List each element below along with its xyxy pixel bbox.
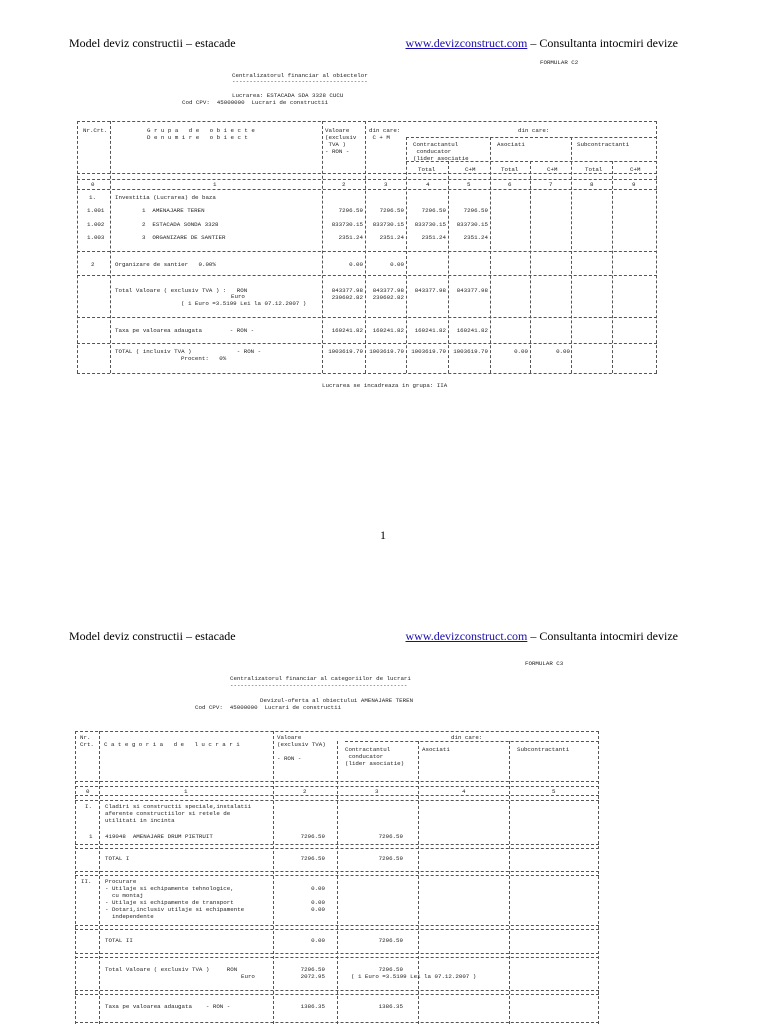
colnum: 4 [426,181,430,188]
tva-val: 160241.82 [414,327,446,334]
tva-val: 160241.82 [456,327,488,334]
total-val-eur: 239602.82 [331,294,363,301]
cpv-label: Cod CPV: 45000000 Lucrari de constructii [195,704,342,711]
col-total-a: Total [418,166,436,173]
org-val: 0.00 [349,261,363,268]
total-val: 7296.59 [378,966,403,973]
total-val-eur: 2072.95 [300,973,325,980]
page2-title-rule: --------------------------------------------------- [230,682,408,689]
header-right-tail: – Consultanta intocmiri devize [527,36,678,50]
row-name: 1 AMENAJARE TEREN [142,207,205,214]
tva-val: 160241.82 [372,327,404,334]
colnum: 2 [342,181,346,188]
page-number: 1 [380,528,386,542]
sec1-text: Cladiri si constructii speciale,instalatii aferente constructiilor si retele de utilitati in incinta [105,803,252,824]
total-val-euro: Euro [231,293,245,300]
row-nr: 1.003 [87,234,105,241]
total2-val: 7296.59 [378,937,403,944]
org-name: Organizare de santier 0.00% [115,261,216,268]
col-total-c: Total [585,166,603,173]
col-denumire: D e n u m i r e o b i e c t [147,134,248,141]
row-nr: 1. [89,194,96,201]
total1-val: 7296.59 [378,855,403,862]
total-val: 843377.98 [372,287,404,294]
total-val-rate: ( 1 Euro =3.5199 Lei la 07.12.2007 ) [181,300,307,307]
row-val: 2351.24 [379,234,404,241]
colnum: 3 [375,788,379,795]
total-incl: 1003619.79 [328,348,363,355]
total-incl: 1003619.79 [411,348,446,355]
sec1-nr: I. [85,803,92,810]
row-val: 7296.59 [463,207,488,214]
row-val: 2351.24 [421,234,446,241]
col-dincare-cm: din care: C + M [369,127,401,141]
sec2-nr: II. [81,878,92,885]
sec2-text: Procurare - Utilaje si echipamente tehnologice, cu montaj - Utilaje si echipamente de transport - Dotari,inclusiv utilaje si echipamente independente [105,878,245,920]
total-val-euro: Euro [241,973,255,980]
row-val: 833730.15 [331,221,363,228]
row-val: 7296.59 [338,207,363,214]
col-dincare: din care: [451,734,483,741]
colnum: 7 [549,181,553,188]
formular-label: FORMULAR C3 [525,660,564,667]
col-subcontr: Subcontractanti [517,746,570,753]
formular-label: FORMULAR C2 [540,59,579,66]
total-val: 7296.59 [300,966,325,973]
col-categoria: C a t e g o r i a d e l u c r a r i [104,741,240,748]
total-label: TOTAL ( inclusiv TVA ) - RON - [115,348,262,355]
total-val-label: Total Valoare ( exclusiv TVA ) RON [105,966,238,973]
devizconstruct-link[interactable]: www.devizconstruct.com [405,36,528,50]
row-nr: 1.001 [87,207,105,214]
lucrarea-label: Lucrarea: ESTACADA SDA 3328 CUCU [232,92,344,99]
total1-label: TOTAL I [105,855,130,862]
total-incl: 1003619.79 [453,348,488,355]
cpv-label: Cod CPV: 45000000 Lucrari de constructii [182,99,329,106]
org-nr: 2 [91,261,95,268]
page1-header-right [406,36,679,51]
col-asociati: Asociati [497,141,525,148]
row1-val: 7296.59 [378,833,403,840]
tva-label: Taxa pe valoarea adaugata - RON - [105,1003,231,1010]
colnum: 5 [467,181,471,188]
header-right-tail: – Consultanta intocmiri devize [527,629,678,643]
row-nr: 1.002 [87,221,105,228]
row1-val: 7296.59 [300,833,325,840]
col-nr: Nr. Crt. [80,734,94,748]
total-val-label: Total Valoare ( exclusiv TVA ) : RON [115,287,248,294]
col-total-b: Total [501,166,519,173]
col-cm-b: C+M [547,166,558,173]
row-val: 833730.15 [372,221,404,228]
colnum: 9 [632,181,636,188]
colnum: 6 [508,181,512,188]
tva-val: 1386.35 [378,1003,403,1010]
col-dincare: din care: [518,127,550,134]
total-val: 843377.98 [331,287,363,294]
total-val-rate: ( 1 Euro =3.5199 Lei la 07.12.2007 ) [351,973,477,980]
colnum: 2 [303,788,307,795]
colnum: 5 [552,788,556,795]
page2-header-left: Model deviz constructii – estacade [69,629,236,643]
objects-table [77,121,657,374]
col-asociati: Asociati [422,746,450,753]
colnum: 3 [384,181,388,188]
total-val: 843377.98 [456,287,488,294]
row-name: 2 ESTACADA SONDA 3328 [142,221,219,228]
page2-header-right [406,629,679,644]
col-cm-c: C+M [630,166,641,173]
col-nr: Nr.Crt. [83,127,108,134]
row-val: 833730.15 [456,221,488,228]
row-name: 3 ORGANIZARE DE SANTIER [142,234,226,241]
row-name: Investitia (Lucrarea) de baza [115,194,216,201]
sec2-val: 0.00 [311,885,325,892]
org-val: 0.00 [390,261,404,268]
devizul-label: Devizul-oferta al obiectului AMENAJARE TEREN [260,697,414,704]
col-contractant: Contractantul conducator (lider asociatie [413,141,469,162]
total-incl: 0.00 [514,348,528,355]
colnum: 0 [86,788,90,795]
total-val-eur: 239602.82 [372,294,404,301]
tva-label: Taxa pe valoarea adaugata - RON - [115,327,255,334]
col-valoare: Valoare (exclusiv TVA ) - RON - [325,127,357,155]
row-val: 7296.59 [379,207,404,214]
row1-name: 419048 AMENAJARE DRUM PIETRUIT [105,833,213,840]
categories-table [75,731,599,1024]
total2-val: 0.00 [311,937,325,944]
colnum: 1 [184,788,188,795]
total-incl: 0.00 [556,348,570,355]
col-subcontr: Subcontractanti [577,141,630,148]
row-val: 833730.15 [414,221,446,228]
tva-val: 1386.35 [300,1003,325,1010]
row-val: 7296.59 [421,207,446,214]
colnum: 0 [91,181,95,188]
row-val: 2351.24 [338,234,363,241]
col-valoare: Valoare (exclusiv TVA) - RON - [277,734,326,762]
total-incl: 1003619.79 [369,348,404,355]
col-contractant: Contractantul conducator (lider asociatie) [345,746,405,767]
total1-val: 7296.59 [300,855,325,862]
col-grupa: G r u p a d e o b i e c t e [147,127,255,134]
total2-label: TOTAL II [105,937,133,944]
colnum: 4 [462,788,466,795]
page2-title: Centralizatorul financiar al categoriilor de lucrari [230,675,411,682]
tva-val: 160241.82 [331,327,363,334]
devizconstruct-link[interactable]: www.devizconstruct.com [405,629,528,643]
colnum: 8 [590,181,594,188]
page1-title: Centralizatorul financiar al obiectelor [232,72,368,79]
page1-footnote: Lucrarea se incadreaza in grupa: IIA [322,382,448,389]
page1-header-left: Model deviz constructii – estacade [69,36,236,50]
row-val: 2351.24 [463,234,488,241]
sec2-val: 0.00 [311,899,325,906]
row1-nr: 1 [89,833,93,840]
sec2-val: 0.00 [311,906,325,913]
col-cm-a: C+M [465,166,476,173]
colnum: 1 [213,181,217,188]
total-val: 843377.98 [414,287,446,294]
total-procent: Procent: 0% [181,355,227,362]
page1-title-rule: --------------------------------------- [232,78,368,85]
